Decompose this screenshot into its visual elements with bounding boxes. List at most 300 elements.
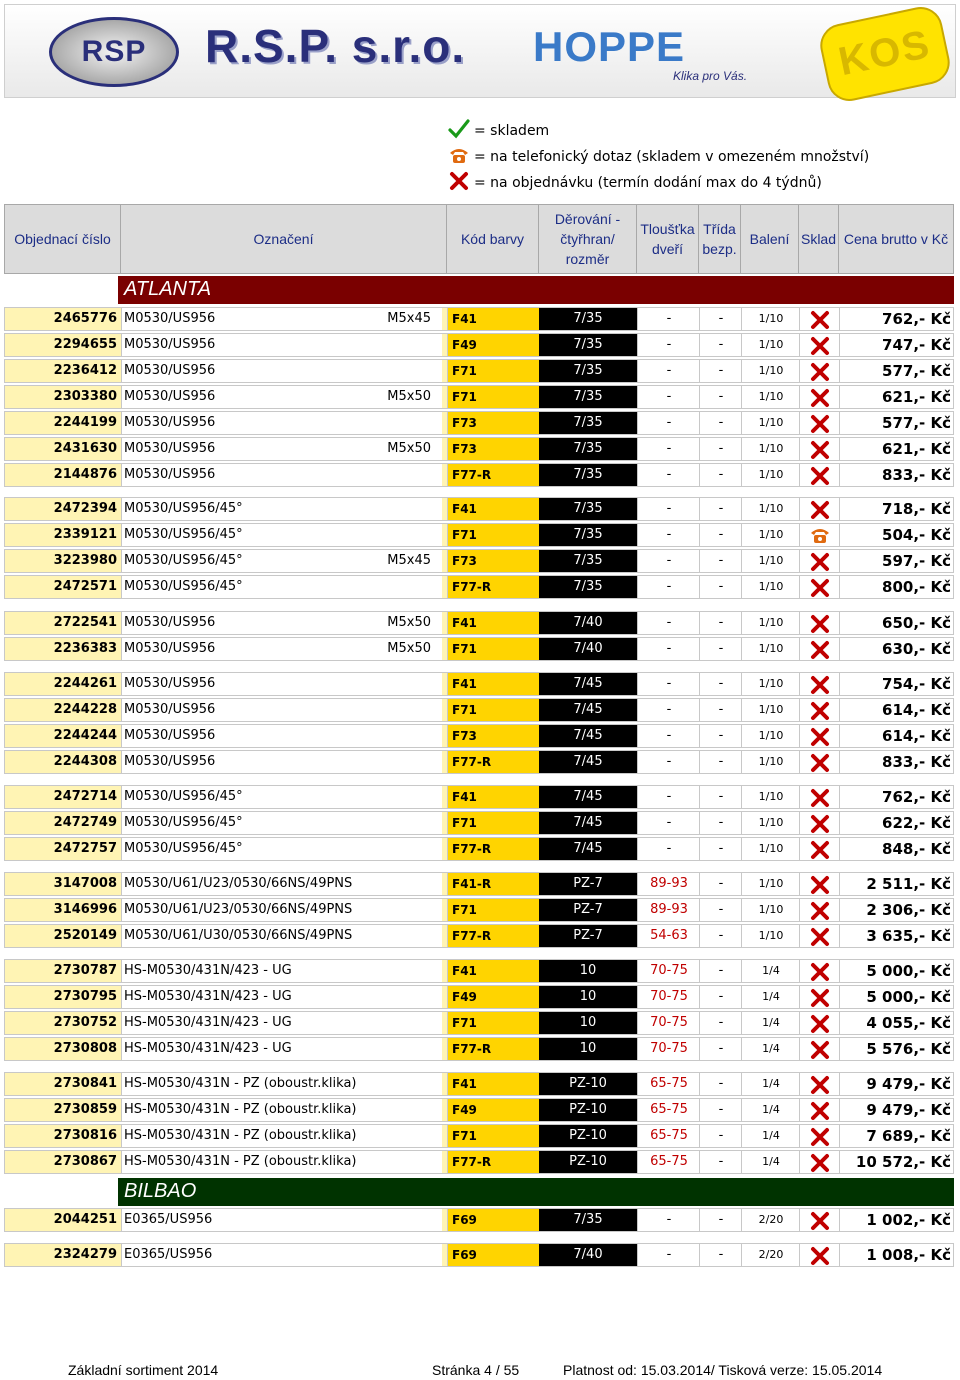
- product-name: M0530/US956/45°: [121, 576, 442, 598]
- order-number: 2294655: [53, 337, 117, 352]
- color-code: F41: [447, 308, 544, 330]
- product-name: E0365/US956: [121, 1209, 442, 1231]
- packing: 1/10: [741, 751, 800, 773]
- packing: 2/20: [741, 1209, 800, 1231]
- section-title: [118, 1178, 954, 1206]
- packing: 1/10: [741, 638, 800, 660]
- table-row: [4, 1098, 954, 1122]
- security-class: -: [699, 1038, 742, 1060]
- packing: 1/10: [741, 725, 800, 747]
- product-name: M0530/US956: [121, 464, 442, 486]
- table-row: [4, 1011, 954, 1035]
- price: 800,- Kč: [839, 576, 953, 598]
- order-number: 2324279: [53, 1247, 117, 1262]
- price: 1 002,- Kč: [839, 1209, 953, 1231]
- table-row: [4, 785, 954, 809]
- color-code: F41: [447, 612, 544, 634]
- table-row: [4, 959, 954, 983]
- order-number: 2244199: [53, 415, 117, 430]
- color-code: F71: [447, 899, 544, 921]
- packing: 1/10: [741, 438, 800, 460]
- price: 5 576,- Kč: [839, 1038, 953, 1060]
- security-class: -: [699, 960, 742, 982]
- section-title-text: ATLANTA: [124, 278, 212, 300]
- color-code: F77-R: [447, 576, 544, 598]
- screw-size: M5x45: [387, 553, 431, 568]
- order-number: 2730808: [53, 1041, 117, 1056]
- rotation-size: PZ-7: [539, 899, 637, 921]
- phone-icon: [799, 524, 840, 546]
- packing: 1/10: [741, 576, 800, 598]
- price: 4 055,- Kč: [839, 1012, 953, 1034]
- company-name: R.S.P. s.r.o.: [205, 20, 466, 72]
- security-class: -: [699, 873, 742, 895]
- price: 577,- Kč: [839, 360, 953, 382]
- order-number: 2236412: [53, 363, 117, 378]
- packing: 1/4: [741, 1151, 800, 1173]
- rotation-size: 10: [539, 1012, 637, 1034]
- col-name: Označení: [121, 205, 447, 273]
- cross-icon: [799, 308, 840, 330]
- table-row: [4, 985, 954, 1009]
- packing: 1/10: [741, 673, 800, 695]
- rotation-size: 7/35: [539, 576, 637, 598]
- security-class: -: [699, 725, 742, 747]
- table-row: [4, 497, 954, 521]
- packing: 1/10: [741, 464, 800, 486]
- product-name: M0530/US956/45°: [121, 838, 442, 860]
- price: 7 689,- Kč: [839, 1125, 953, 1147]
- order-number: 2339121: [53, 527, 117, 542]
- product-name: HS-M0530/431N - PZ (oboustr.klika): [121, 1073, 442, 1095]
- section-title-text: BILBAO: [124, 1180, 197, 1202]
- order-number: 2244308: [53, 754, 117, 769]
- door-thickness: -: [637, 498, 700, 520]
- security-class: -: [699, 1073, 742, 1095]
- product-name: M0530/US956: [121, 412, 442, 434]
- security-class: -: [699, 1099, 742, 1121]
- price: 597,- Kč: [839, 550, 953, 572]
- product-name: M0530/U61/U23/0530/66NS/49PNS: [121, 873, 442, 895]
- product-name: M0530/US956/45°: [121, 550, 442, 572]
- door-thickness: -: [637, 1209, 700, 1231]
- rotation-size: PZ-7: [539, 873, 637, 895]
- screw-size: M5x50: [387, 441, 431, 456]
- order-number: 2044251: [53, 1212, 117, 1227]
- rotation-size: 7/35: [539, 412, 637, 434]
- order-number: 2431630: [53, 441, 117, 456]
- order-number: 2244228: [53, 702, 117, 717]
- door-thickness: 65-75: [637, 1099, 700, 1121]
- cross-icon: [448, 171, 474, 195]
- order-number: 2730816: [53, 1128, 117, 1143]
- door-thickness: -: [637, 612, 700, 634]
- security-class: -: [699, 464, 742, 486]
- packing: 1/10: [741, 899, 800, 921]
- cross-icon: [799, 498, 840, 520]
- legend-item-order: = na objednávku (termín dodání max do 4 týdnů): [448, 170, 869, 196]
- hoppe-logo: HOPPE: [533, 23, 686, 70]
- door-thickness: -: [637, 386, 700, 408]
- table-row: [4, 437, 954, 461]
- cross-icon: [799, 812, 840, 834]
- phone-icon: [448, 146, 474, 168]
- product-name: M0530/US956: [121, 360, 442, 382]
- color-code: F41: [447, 960, 544, 982]
- product-name: M0530/US956/45°: [121, 498, 442, 520]
- packing: 1/10: [741, 812, 800, 834]
- color-code: F71: [447, 360, 544, 382]
- price: 621,- Kč: [839, 386, 953, 408]
- security-class: -: [699, 925, 742, 947]
- cross-icon: [799, 638, 840, 660]
- product-name: HS-M0530/431N/423 - UG: [121, 960, 442, 982]
- table-row: [4, 523, 954, 547]
- rotation-size: 7/35: [539, 334, 637, 356]
- order-number: 2730787: [53, 963, 117, 978]
- rotation-size: 7/45: [539, 751, 637, 773]
- packing: 1/4: [741, 1099, 800, 1121]
- rotation-size: 10: [539, 986, 637, 1008]
- cross-icon: [799, 438, 840, 460]
- table-header: [4, 204, 954, 274]
- security-class: -: [699, 673, 742, 695]
- rotation-size: 10: [539, 960, 637, 982]
- packing: 1/10: [741, 308, 800, 330]
- order-number: 2520149: [53, 928, 117, 943]
- rotation-size: PZ-10: [539, 1151, 637, 1173]
- cross-icon: [799, 1038, 840, 1060]
- cross-icon: [799, 873, 840, 895]
- packing: 2/20: [741, 1244, 800, 1266]
- door-thickness: -: [637, 812, 700, 834]
- security-class: -: [699, 812, 742, 834]
- header-banner: [4, 4, 956, 98]
- rotation-size: 7/40: [539, 638, 637, 660]
- security-class: -: [699, 412, 742, 434]
- table-row: [4, 307, 954, 331]
- rotation-size: 7/45: [539, 673, 637, 695]
- order-number: 2236383: [53, 641, 117, 656]
- col-order-no: Objednací číslo: [5, 205, 121, 273]
- rotation-size: 7/45: [539, 786, 637, 808]
- footer-validity: Platnost od: 15.03.2014/ Tisková verze: 15.05.2014: [563, 1362, 883, 1378]
- order-number: 2730752: [53, 1015, 117, 1030]
- order-number: 3147008: [53, 876, 117, 891]
- table-row: [4, 1072, 954, 1096]
- product-name: HS-M0530/431N - PZ (oboustr.klika): [121, 1125, 442, 1147]
- door-thickness: -: [637, 638, 700, 660]
- price: 3 635,- Kč: [839, 925, 953, 947]
- color-code: F77-R: [447, 1038, 544, 1060]
- table-row: [4, 1208, 954, 1232]
- color-code: F49: [447, 334, 544, 356]
- table-row: [4, 411, 954, 435]
- cross-icon: [799, 1012, 840, 1034]
- product-name: HS-M0530/431N - PZ (oboustr.klika): [121, 1099, 442, 1121]
- door-thickness: -: [637, 308, 700, 330]
- price: 762,- Kč: [839, 308, 953, 330]
- door-thickness: -: [637, 725, 700, 747]
- color-code: F41-R: [447, 873, 544, 895]
- price: 650,- Kč: [839, 612, 953, 634]
- cross-icon: [799, 751, 840, 773]
- cross-icon: [799, 550, 840, 572]
- packing: 1/10: [741, 873, 800, 895]
- security-class: -: [699, 1012, 742, 1034]
- rotation-size: 7/35: [539, 524, 637, 546]
- price: 9 479,- Kč: [839, 1099, 953, 1121]
- screw-size: M5x50: [387, 615, 431, 630]
- security-class: -: [699, 612, 742, 634]
- product-name: HS-M0530/431N/423 - UG: [121, 1038, 442, 1060]
- price: 2 306,- Kč: [839, 899, 953, 921]
- packing: 1/10: [741, 925, 800, 947]
- rotation-size: 7/40: [539, 1244, 637, 1266]
- cross-icon: [799, 925, 840, 947]
- order-number: 2730859: [53, 1102, 117, 1117]
- table-row: [4, 385, 954, 409]
- door-thickness: -: [637, 1244, 700, 1266]
- packing: 1/4: [741, 1073, 800, 1095]
- cross-icon: [799, 1073, 840, 1095]
- door-thickness: 70-75: [637, 986, 700, 1008]
- packing: 1/4: [741, 1125, 800, 1147]
- security-class: -: [699, 751, 742, 773]
- legend: [448, 118, 869, 196]
- security-class: -: [699, 638, 742, 660]
- color-code: F77-R: [447, 751, 544, 773]
- table-row: [4, 1037, 954, 1061]
- color-code: F41: [447, 1073, 544, 1095]
- price: 504,- Kč: [839, 524, 953, 546]
- order-number: 3223980: [53, 553, 117, 568]
- order-number: 2472757: [53, 841, 117, 856]
- packing: 1/4: [741, 960, 800, 982]
- security-class: -: [699, 899, 742, 921]
- order-number: 2303380: [53, 389, 117, 404]
- product-name: M0530/US956: [121, 438, 442, 460]
- rotation-size: PZ-10: [539, 1099, 637, 1121]
- table-row: [4, 575, 954, 599]
- door-thickness: -: [637, 576, 700, 598]
- table-row: [4, 924, 954, 948]
- price: 5 000,- Kč: [839, 986, 953, 1008]
- rotation-size: 7/35: [539, 498, 637, 520]
- col-packing: Balení: [741, 205, 799, 273]
- hoppe-tagline: Klika pro Vás.: [673, 69, 748, 83]
- price: 2 511,- Kč: [839, 873, 953, 895]
- rsp-logo: RSP: [49, 17, 179, 87]
- color-code: F71: [447, 699, 544, 721]
- price: 833,- Kč: [839, 464, 953, 486]
- security-class: -: [699, 986, 742, 1008]
- packing: 1/10: [741, 386, 800, 408]
- cross-icon: [799, 986, 840, 1008]
- cross-icon: [799, 1099, 840, 1121]
- door-thickness: -: [637, 334, 700, 356]
- col-price: Cena brutto v Kč: [843, 231, 949, 247]
- packing: 1/10: [741, 699, 800, 721]
- rotation-size: 7/35: [539, 438, 637, 460]
- security-class: -: [699, 1209, 742, 1231]
- table-row: [4, 724, 954, 748]
- screw-size: M5x50: [387, 641, 431, 656]
- rotation-size: 7/35: [539, 308, 637, 330]
- security-class: -: [699, 438, 742, 460]
- price: 833,- Kč: [839, 751, 953, 773]
- order-number: 2144876: [53, 467, 117, 482]
- color-code: F71: [447, 812, 544, 834]
- color-code: F77-R: [447, 1151, 544, 1173]
- legend-item-phone: = na telefonický dotaz (skladem v omezeném množství): [448, 144, 869, 170]
- rotation-size: 7/45: [539, 838, 637, 860]
- door-thickness: -: [637, 464, 700, 486]
- product-name: M0530/US956/45°: [121, 524, 442, 546]
- cross-icon: [799, 576, 840, 598]
- security-class: -: [699, 1244, 742, 1266]
- cross-icon: [799, 412, 840, 434]
- kos-logo: KOS: [816, 3, 954, 105]
- security-class: -: [699, 386, 742, 408]
- rotation-size: 7/35: [539, 464, 637, 486]
- packing: 1/10: [741, 524, 800, 546]
- color-code: F41: [447, 673, 544, 695]
- rotation-size: 7/35: [539, 550, 637, 572]
- table-row: [4, 637, 954, 661]
- table-row: [4, 872, 954, 896]
- order-number: 2472714: [53, 789, 117, 804]
- product-name: M0530/U61/U30/0530/66NS/49PNS: [121, 925, 442, 947]
- rotation-size: 7/45: [539, 699, 637, 721]
- security-class: -: [699, 1151, 742, 1173]
- order-number: 2244261: [53, 676, 117, 691]
- security-class: -: [699, 360, 742, 382]
- cross-icon: [799, 960, 840, 982]
- rotation-size: PZ-7: [539, 925, 637, 947]
- price: 614,- Kč: [839, 725, 953, 747]
- door-thickness: -: [637, 699, 700, 721]
- rotation-size: 7/35: [539, 1209, 637, 1231]
- door-thickness: 70-75: [637, 1012, 700, 1034]
- product-name: M0530/US956: [121, 725, 442, 747]
- cross-icon: [799, 464, 840, 486]
- product-name: M0530/US956: [121, 638, 442, 660]
- color-code: F49: [447, 1099, 544, 1121]
- order-number: 2730867: [53, 1154, 117, 1169]
- table-row: [4, 463, 954, 487]
- table-row: [4, 750, 954, 774]
- col-color-code: Kód barvy: [447, 205, 539, 273]
- order-number: 2472571: [53, 579, 117, 594]
- packing: 1/10: [741, 412, 800, 434]
- rotation-size: PZ-10: [539, 1125, 637, 1147]
- price: 10 572,- Kč: [839, 1151, 953, 1173]
- table-row: [4, 1124, 954, 1148]
- table-row: [4, 549, 954, 573]
- color-code: F77-R: [447, 838, 544, 860]
- price: 9 479,- Kč: [839, 1073, 953, 1095]
- door-thickness: -: [637, 524, 700, 546]
- color-code: F41: [447, 498, 544, 520]
- rotation-size: 7/45: [539, 812, 637, 834]
- table-row: [4, 837, 954, 861]
- color-code: F73: [447, 725, 544, 747]
- price: 622,- Kč: [839, 812, 953, 834]
- cross-icon: [799, 699, 840, 721]
- color-code: F71: [447, 386, 544, 408]
- color-code: F41: [447, 786, 544, 808]
- price: 754,- Kč: [839, 673, 953, 695]
- col-stock: Sklad: [799, 205, 839, 273]
- door-thickness: -: [637, 751, 700, 773]
- col-class: Třída bezp.: [699, 205, 741, 273]
- door-thickness: -: [637, 438, 700, 460]
- color-code: F73: [447, 550, 544, 572]
- door-thickness: 70-75: [637, 1038, 700, 1060]
- door-thickness: 54-63: [637, 925, 700, 947]
- cross-icon: [799, 334, 840, 356]
- rotation-size: 7/45: [539, 725, 637, 747]
- door-thickness: -: [637, 550, 700, 572]
- order-number: 2722541: [53, 615, 117, 630]
- door-thickness: -: [637, 673, 700, 695]
- security-class: -: [699, 498, 742, 520]
- price: 1 008,- Kč: [839, 1244, 953, 1266]
- packing: 1/10: [741, 360, 800, 382]
- color-code: F71: [447, 524, 544, 546]
- product-name: HS-M0530/431N/423 - UG: [121, 986, 442, 1008]
- product-name: M0530/US956/45°: [121, 786, 442, 808]
- rotation-size: 10: [539, 1038, 637, 1060]
- product-name: E0365/US956: [121, 1244, 442, 1266]
- table-row: [4, 359, 954, 383]
- color-code: F49: [447, 986, 544, 1008]
- color-code: F71: [447, 638, 544, 660]
- cross-icon: [799, 360, 840, 382]
- color-code: F77-R: [447, 925, 544, 947]
- order-number: 2465776: [53, 311, 117, 326]
- security-class: -: [699, 699, 742, 721]
- product-name: M0530/U61/U23/0530/66NS/49PNS: [121, 899, 442, 921]
- table-row: [4, 1150, 954, 1174]
- color-code: F73: [447, 438, 544, 460]
- price: 614,- Kč: [839, 699, 953, 721]
- color-code: F71: [447, 1125, 544, 1147]
- product-name: M0530/US956/45°: [121, 812, 442, 834]
- product-name: M0530/US956: [121, 386, 442, 408]
- screw-size: M5x45: [387, 311, 431, 326]
- cross-icon: [799, 612, 840, 634]
- security-class: -: [699, 1125, 742, 1147]
- color-code: F71: [447, 1012, 544, 1034]
- price: 5 000,- Kč: [839, 960, 953, 982]
- packing: 1/4: [741, 1012, 800, 1034]
- footer-left: Základní sortiment 2014: [68, 1362, 219, 1378]
- order-number: 3146996: [53, 902, 117, 917]
- security-class: -: [699, 524, 742, 546]
- packing: 1/10: [741, 786, 800, 808]
- order-number: 2472749: [53, 815, 117, 830]
- door-thickness: -: [637, 838, 700, 860]
- packing: 1/10: [741, 838, 800, 860]
- product-name: M0530/US956: [121, 699, 442, 721]
- product-name: M0530/US956: [121, 334, 442, 356]
- door-thickness: -: [637, 360, 700, 382]
- col-thickness: Tloušťka dveří: [637, 205, 699, 273]
- cross-icon: [799, 1244, 840, 1266]
- table-row: [4, 333, 954, 357]
